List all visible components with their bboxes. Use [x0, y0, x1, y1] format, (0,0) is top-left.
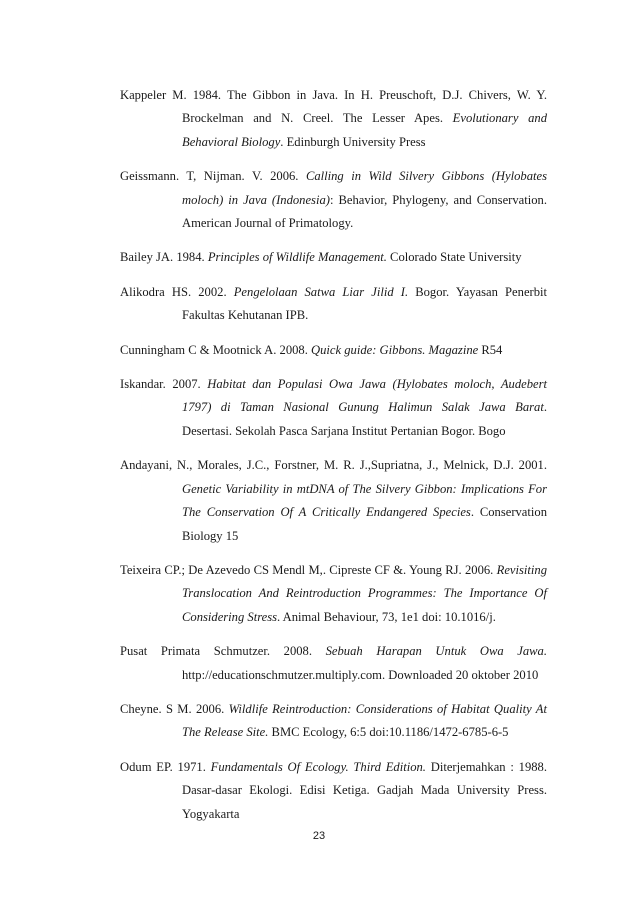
reference-title: Sebuah Harapan Untuk Owa Jawa.: [325, 644, 547, 659]
reference-tail: . Edinburgh University Press: [280, 134, 426, 149]
reference-entry: [120, 339, 547, 362]
reference-title: Revisiting Translocation And Reintroduction Programmes: The Importance Of Considering Stress: [182, 562, 547, 624]
reference-lead: Bailey JA. 1984.: [120, 250, 208, 265]
reference-lead: Alikodra HS. 2002.: [120, 284, 234, 299]
reference-tail: . Desertasi. Sekolah Pasca Sarjana Institut Pertanian Bogor. Bogo: [182, 400, 547, 438]
reference-entry: [120, 454, 547, 548]
reference-lead: Cunningham C & Mootnick A. 2008.: [120, 342, 312, 357]
reference-tail: : Behavior, Phylogeny, and Conservation. American Journal of Primatology.: [182, 192, 547, 231]
reference-tail: Bogor. Yayasan Penerbit Fakultas Kehutanan IPB.: [182, 284, 548, 323]
reference-entry: [120, 756, 547, 826]
reference-entry: [120, 559, 547, 629]
reference-title: Fundamentals Of Ecology. Third Edition.: [210, 759, 426, 774]
page-number: 23: [312, 830, 326, 842]
reference-entry: [120, 246, 547, 269]
reference-entry: [120, 281, 547, 328]
reference-list: [120, 84, 547, 837]
reference-lead: Iskandar. 2007.: [120, 377, 208, 392]
reference-title: Evolutionary and Behavioral Biology: [182, 111, 547, 149]
reference-tail: Diterjemahkan : 1988. Dasar-dasar Ekologi. Edisi Ketiga. Gadjah Mada University Press. Yogyakarta: [182, 759, 547, 821]
reference-tail: . Animal Behaviour, 73, 1e1 doi: 10.1016/j.: [277, 609, 496, 624]
reference-title: Genetic Variability in mtDNA of The Silvery Gibbon: Implications For The Conservation Of A Critically Endangered Species: [182, 481, 547, 520]
reference-title: Calling in Wild Silvery Gibbons (Hylobates moloch) in Java (Indonesia): [182, 169, 547, 207]
reference-lead: Kappeler M. 1984. The Gibbon in Java. In H. Preuschoft, D.J. Chivers, W. Y. Brockelman and N. Creel. The Lesser Apes.: [120, 88, 547, 126]
reference-tail: http://educationschmutzer.multiply.com. Downloaded 20 oktober 2010: [182, 667, 539, 682]
reference-entry: [120, 640, 547, 687]
reference-entry: [120, 698, 547, 745]
reference-title: Habitat dan Populasi Owa Jawa (Hylobates moloch, Audebert 1797) di Taman Nasional Gunung Halimun Salak Jawa Barat: [182, 377, 548, 415]
reference-tail: . Conservation Biology 15: [182, 505, 547, 543]
reference-entry: [120, 84, 547, 154]
reference-entry: [120, 373, 547, 443]
reference-title: Quick guide: Gibbons. Magazine: [311, 342, 479, 357]
reference-title: Wildlife Reintroduction: Considerations of Habitat Quality At The Release Site.: [182, 701, 547, 740]
reference-lead: Pusat Primata Schmutzer. 2008.: [120, 644, 326, 659]
reference-entry: [120, 165, 547, 235]
reference-lead: Geissmann. T, Nijman. V. 2006.: [120, 169, 306, 184]
reference-title: Pengelolaan Satwa Liar Jilid I.: [233, 284, 409, 299]
reference-tail: Colorado State University: [386, 250, 522, 265]
reference-title: Principles of Wildlife Management.: [207, 250, 387, 265]
reference-lead: Andayani, N., Morales, J.C., Forstner, M. R. J.,Supriatna, J., Melnick, D.J. 2001.: [120, 458, 547, 473]
reference-tail: R54: [478, 342, 503, 357]
reference-lead: Cheyne. S M. 2006.: [120, 701, 229, 716]
reference-lead: Teixeira CP.; De Azevedo CS Mendl M,. Cipreste CF &. Young RJ. 2006.: [120, 562, 497, 577]
reference-tail: BMC Ecology, 6:5 doi:10.1186/1472-6785-6-5: [268, 725, 509, 740]
reference-lead: Odum EP. 1971.: [120, 759, 211, 774]
